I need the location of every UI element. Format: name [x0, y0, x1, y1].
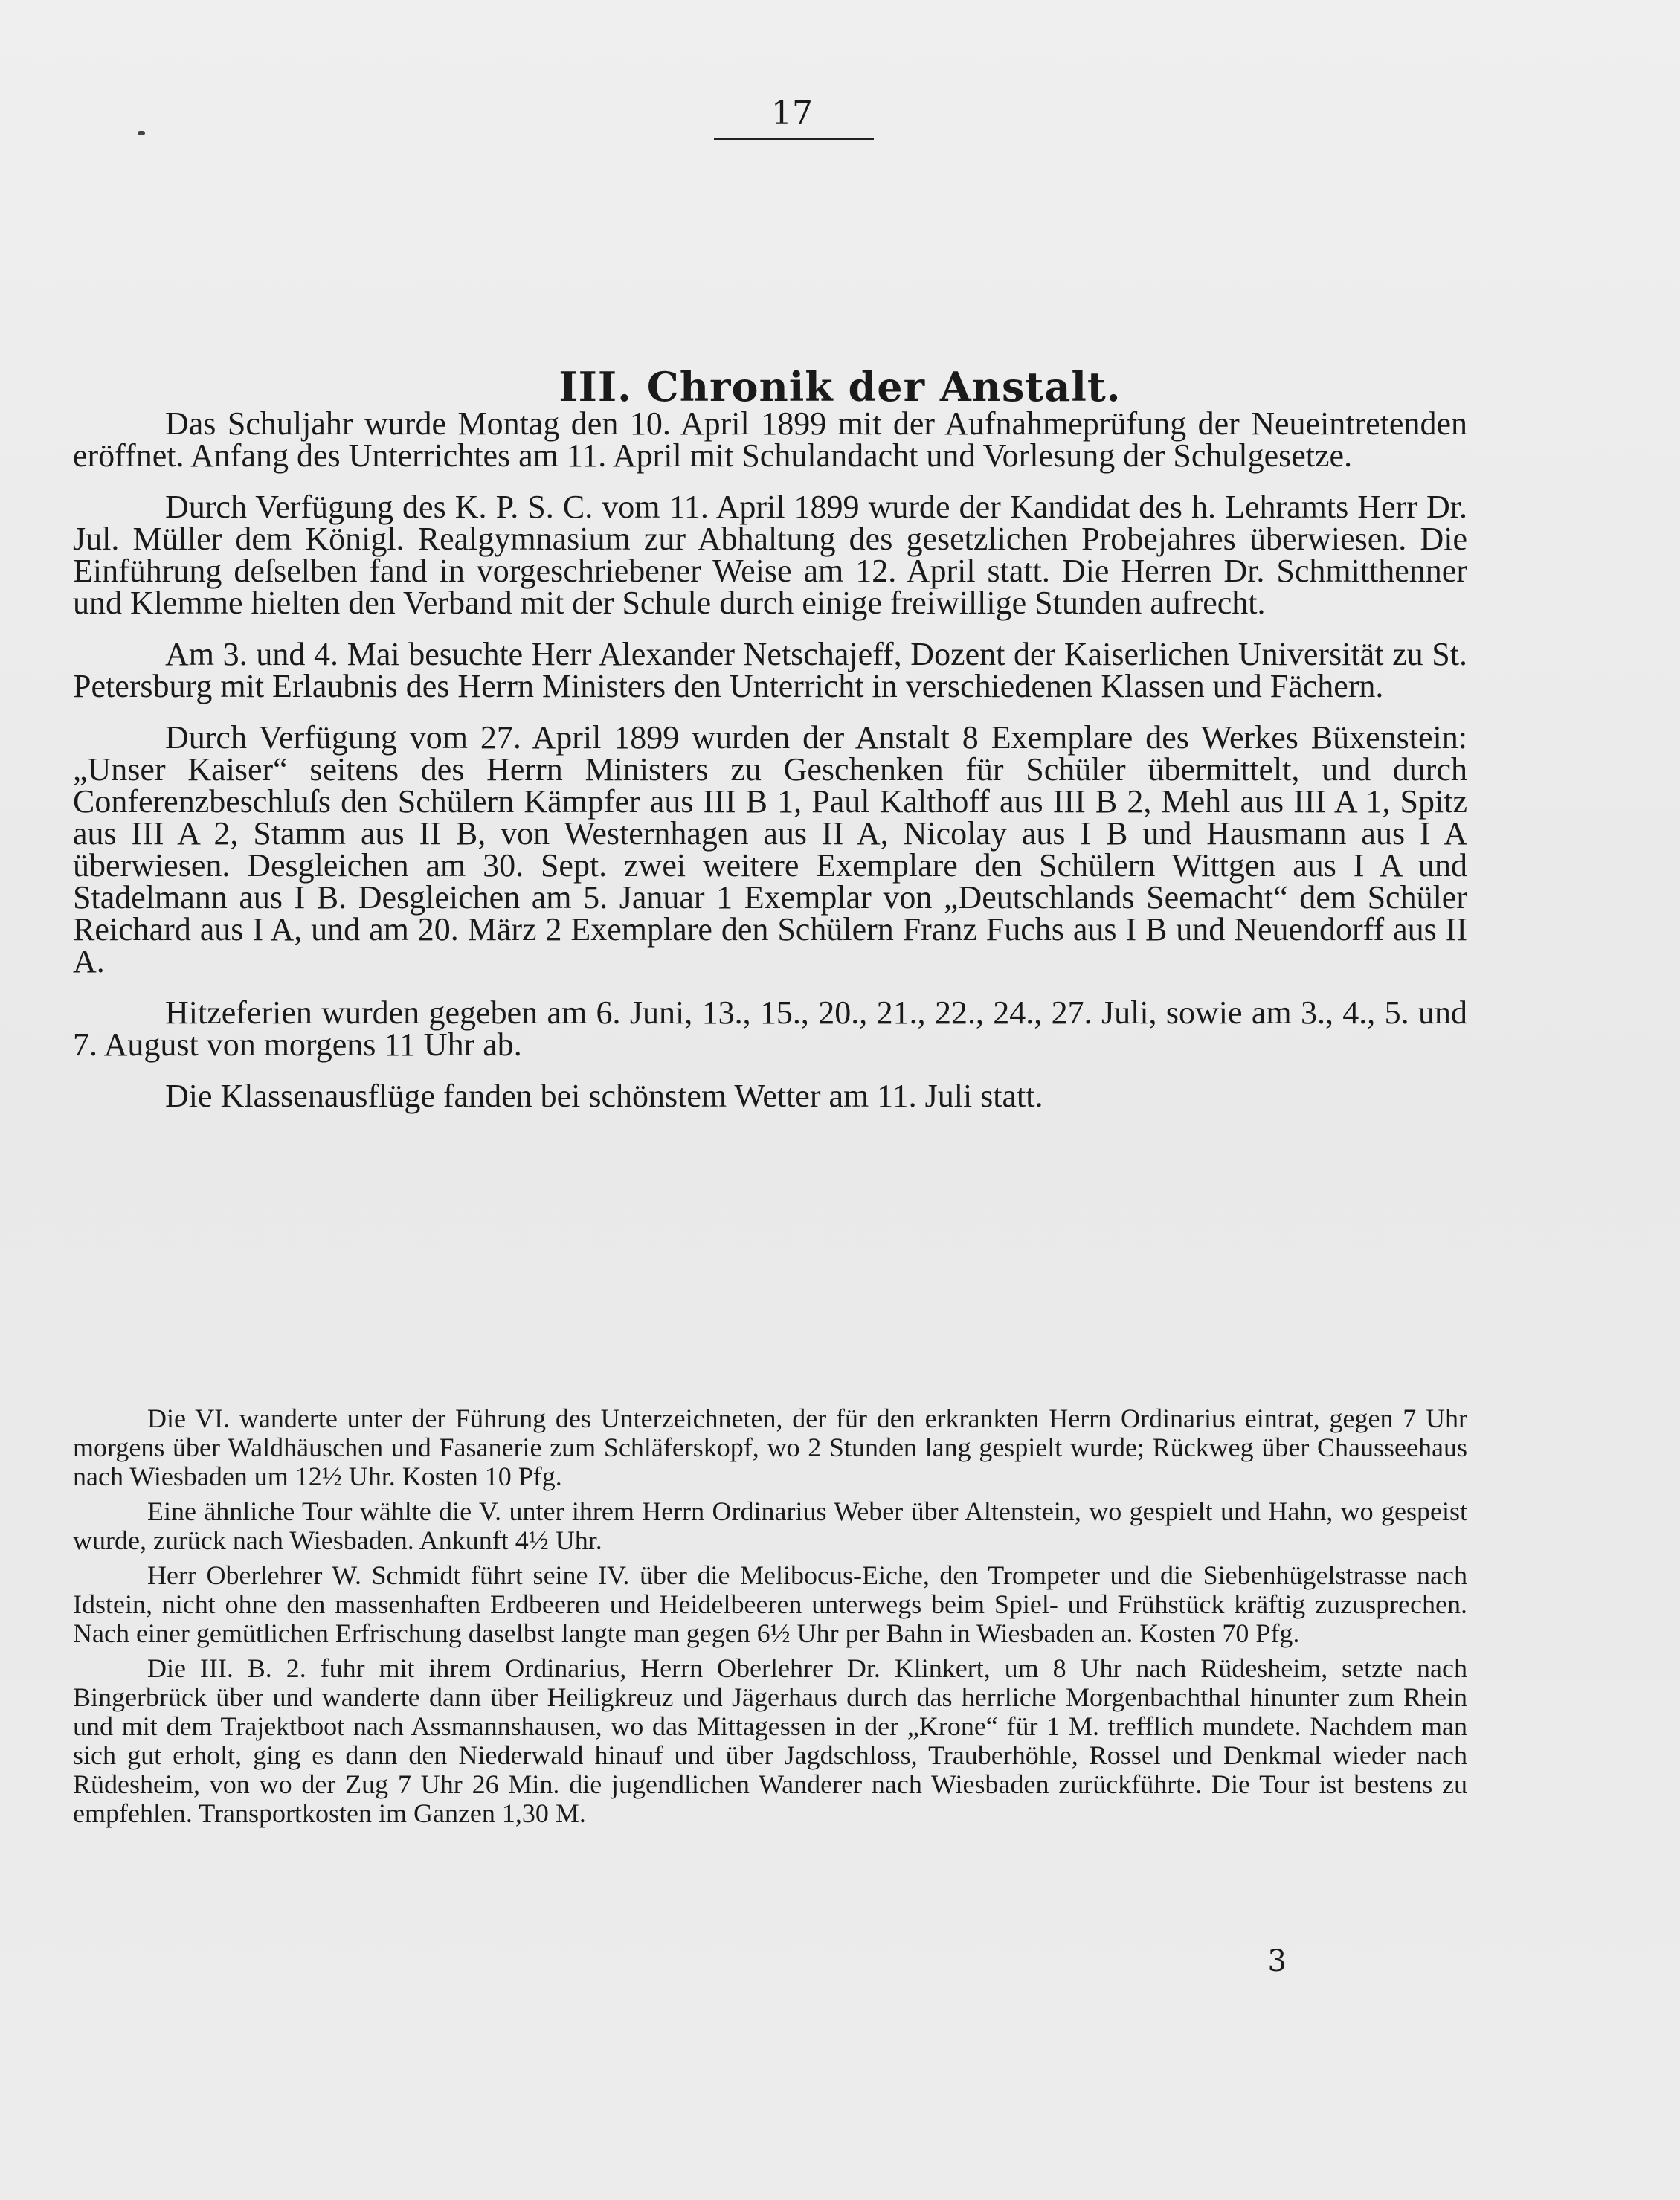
paragraph-candidate-assignment: Durch Verfügung des K. P. S. C. vom 11. April 1899 wurde der Kandidat des h. Lehramts Herr Dr. Jul. Müller dem Königl. Realgymnasium zur Abhaltung des gesetzlichen Probejahres überwiesen. Die Einführung deſselben fand in vorgeschriebener Weise am 12. April statt. Die Herren Dr. Schmitthenner und Klemme hielten den Verband mit der Schule durch einige freiwillige Stunden aufrecht.: [73, 489, 1467, 621]
paragraph-visitor: Am 3. und 4. Mai besuchte Herr Alexander Netschajeff, Dozent der Kaiserlichen Universität zu St. Petersburg mit Erlaubnis des Herrn Ministers den Unterricht in verschiedenen Klassen und Fächern.: [73, 636, 1467, 704]
paragraph-class-trips: Die Klassenausflüge fanden bei schönstem Wetter am 11. Juli statt.: [165, 1078, 1043, 1114]
paragraph-school-year-start: Das Schuljahr wurde Montag den 10. April 1899 mit der Aufnahmeprüfung der Neueintretenden eröffnet. Anfang des Unterrichtes am 11. April mit Schulandacht und Vorlesung der Schulgesetze.: [73, 405, 1467, 474]
paragraph-book-prizes: Durch Verfügung vom 27. April 1899 wurden der Anstalt 8 Exemplare des Werkes Büxenstein: „Unser Kaiser“ seitens des Herrn Ministers zu Geschenken für Schüler übermittelt, und durch Conferenzbeschluſs den Schülern Kämpfer aus III B 1, Paul Kalthoff aus III B 2, Mehl aus III A 1, Spitz aus III A 2, Stamm aus II B, von Westernhagen aus II A, Nicolay aus I B und Hausmann aus I A überwiesen. Desgleichen am 30. Sept. zwei weitere Exemplare den Schülern Wittgen aus I A und Stadelmann aus I B. Desgleichen am 5. Januar 1 Exemplar von „Deutschlands Seemacht“ dem Schüler Reichard aus I A, und am 20. März 2 Exemplare den Schülern Franz Fuchs aus I B und Neuendorff aus II A.: [73, 719, 1467, 980]
page-number: 17: [771, 94, 813, 132]
excursion-class-iv: Herr Oberlehrer W. Schmidt führt seine IV. über die Melibocus-Eiche, den Trompeter und die Siebenhügelstrasse nach Idstein, nicht ohne den massenhaften Erdbeeren und Heidelbeeren unterwegs beim Spiel- und Frühstück kräftig zuzusprechen. Nach einer gemütlichen Erfrischung daselbst langte man gegen 6½ Uhr per Bahn in Wiesbaden an. Kosten 70 Pfg.: [73, 1560, 1467, 1648]
chapter-title: III. Chronik der Anstalt.: [559, 363, 1121, 411]
excursion-class-v: Eine ähnliche Tour wählte die V. unter ihrem Herrn Ordinarius Weber über Altenstein, wo gespielt und Hahn, wo gespeist wurde, zurück nach Wiesbaden. Ankunft 4½ Uhr.: [73, 1496, 1467, 1555]
chronicle-body: [73, 405, 1467, 1114]
excursion-class-vi: Die VI. wanderte unter der Führung des Unterzeichneten, der für den erkrankten Herrn Ordinarius eintrat, gegen 7 Uhr morgens über Waldhäuschen und Fasanerie zum Schläferskopf, wo 2 Stunden lang gespielt wurde; Rückweg über Chausseehaus nach Wiesbaden um 12½ Uhr. Kosten 10 Pfg.: [73, 1403, 1467, 1491]
paragraph-heat-holidays: Hitzeferien wurden gegeben am 6. Juni, 13., 15., 20., 21., 22., 24., 27. Juli, sowie am 3., 4., 5. und 7. August von morgens 11 Uhr ab.: [73, 994, 1467, 1063]
sheet-signature: 3: [1267, 1944, 1287, 1978]
page-number-rule: [714, 138, 874, 140]
print-speck: [138, 131, 145, 135]
excursion-class-iiib2: Die III. B. 2. fuhr mit ihrem Ordinarius, Herrn Oberlehrer Dr. Klinkert, um 8 Uhr nach Rüdesheim, setzte nach Bingerbrück über und wanderte dann über Heiligkreuz und Jägerhaus durch das herrliche Morgenbachthal hinunter zum Rhein und mit dem Trajektboot nach Assmannshausen, wo das Mittagessen in der „Krone“ für 1 M. trefflich mundete. Nachdem man sich gut erholt, ging es dann den Niederwald hinauf und über Jagdschloss, Trauberhöhle, Rossel und Denkmal wieder nach Rüdesheim, von wo der Zug 7 Uhr 26 Min. die jugendlichen Wanderer nach Wiesbaden zurückführte. Die Tour ist bestens zu empfehlen. Transportkosten im Ganzen 1,30 M.: [73, 1653, 1467, 1828]
excursion-reports: [73, 1404, 1467, 1828]
